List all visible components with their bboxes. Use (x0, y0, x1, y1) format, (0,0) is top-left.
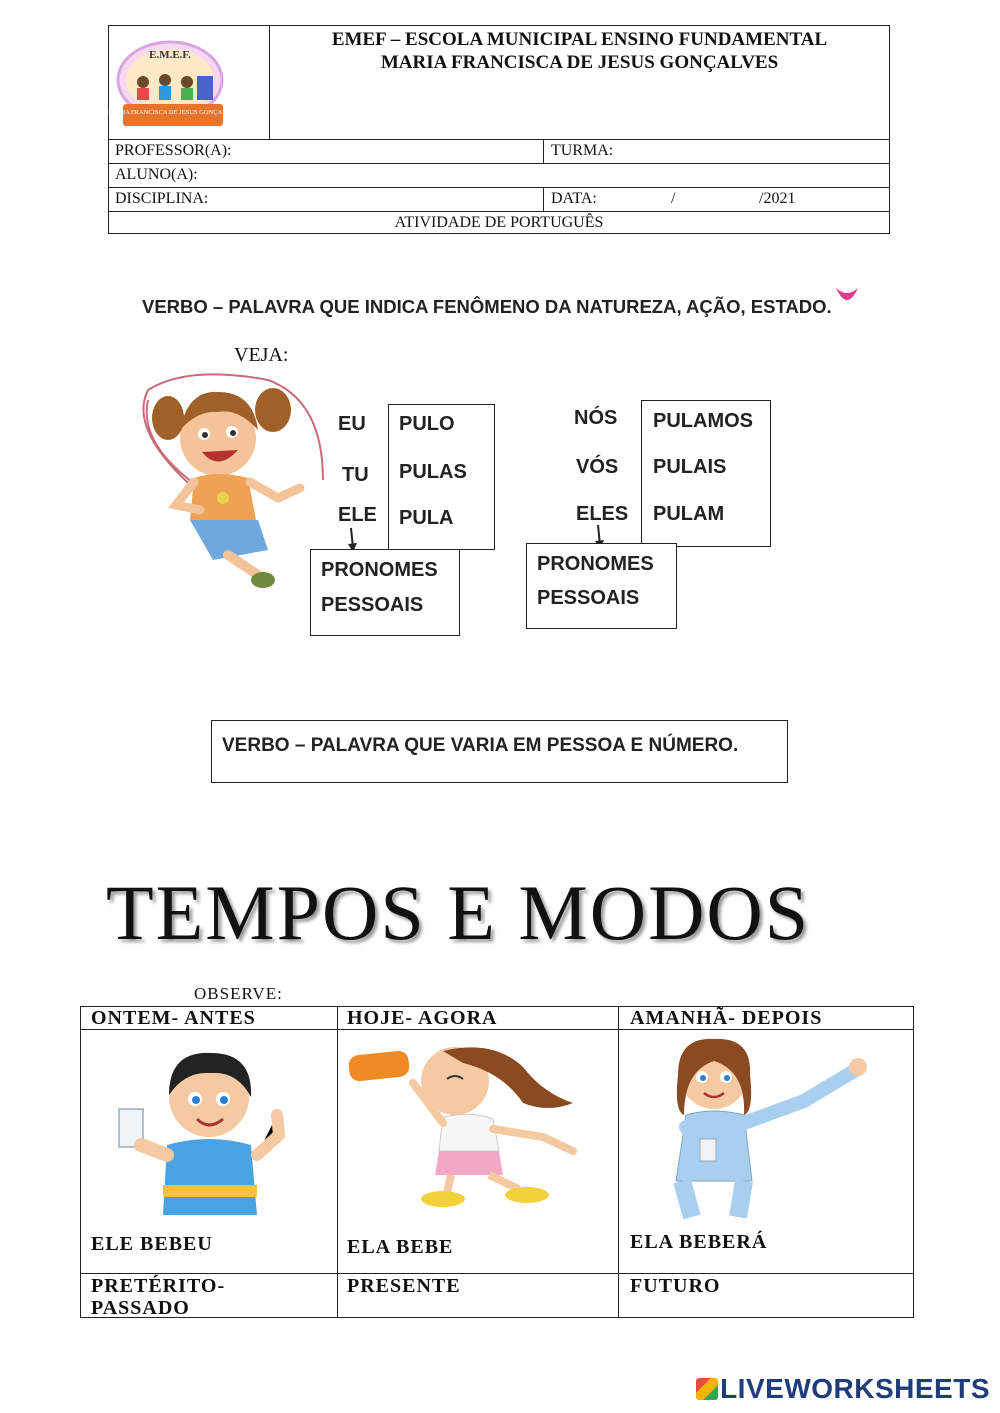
school-name (270, 26, 889, 141)
pronoun-tu: TU (342, 464, 369, 486)
tense-preterito-line1: PRETÉRITO- (91, 1275, 226, 1297)
verb-pulo: PULO (399, 413, 455, 435)
school-line-2: MARIA FRANCISCA DE JESUS GONÇALVES (380, 52, 779, 73)
tempos-e-modos-title: TEMPOS E MODOS (106, 869, 811, 956)
pronoun-nos: NÓS (574, 407, 618, 429)
verb-pulamos: PULAMOS (653, 410, 753, 432)
pronomes-label: PRONOMES (321, 559, 438, 581)
verb-pulais: PULAIS (653, 456, 727, 478)
disciplina-label: DISCIPLINA: (115, 190, 209, 207)
girl-jumping-rope-illustration (118, 370, 333, 595)
school-logo (108, 38, 238, 130)
header-hoje: HOJE- AGORA (347, 1007, 498, 1029)
sentence-ela-bebe: ELA BEBE (347, 1236, 454, 1258)
girl-pajamas-illustration (634, 1031, 874, 1221)
data-year: /2021 (759, 190, 796, 207)
veja-label: VEJA: (234, 344, 289, 366)
pessoais-label: PESSOAIS (537, 587, 640, 609)
verb-pulam: PULAM (653, 503, 725, 525)
plural-verbs-box (641, 400, 771, 547)
data-label: DATA: (551, 190, 597, 207)
pessoais-label: PESSOAIS (321, 594, 424, 616)
pronomes-box-plural (526, 543, 677, 629)
tense-preterito (91, 1275, 225, 1319)
verb-definition-2: VERBO – PALAVRA QUE VARIA EM PESSOA E NÚMERO. (222, 735, 739, 756)
row-disciplina (109, 187, 889, 211)
liveworksheets-logo-icon (696, 1378, 718, 1400)
school-line-1: EMEF – ESCOLA MUNICIPAL ENSINO FUNDAMENTAL (331, 29, 828, 50)
logo-banner-text: MARIA FRANCISCA DE JESUS GONÇALVES (108, 109, 238, 116)
logo-cell (109, 26, 270, 139)
pronomes-label: PRONOMES (537, 553, 654, 575)
decorative-shape-icon (834, 286, 860, 308)
header-ontem: ONTEM- ANTES (91, 1007, 256, 1029)
sentence-ela-bebera: ELA BEBERÁ (630, 1231, 768, 1253)
verb-pulas: PULAS (399, 461, 467, 483)
pronomes-box-singular (310, 549, 460, 636)
verb-definition-1: VERBO – PALAVRA QUE INDICA FENÔMENO DA NATUREZA, AÇÃO, ESTADO. (142, 296, 832, 317)
header-amanha: AMANHÃ- DEPOIS (630, 1007, 823, 1029)
pronoun-ele: ELE (338, 504, 377, 526)
pronoun-eu: EU (338, 413, 366, 435)
aluno-label: ALUNO(A): (115, 166, 198, 183)
girl-drinking-illustration (343, 1033, 613, 1213)
verb-definition-2-box (211, 720, 788, 783)
tense-presente: PRESENTE (347, 1275, 461, 1297)
singular-verbs-box (388, 404, 495, 550)
professor-label: PROFESSOR(A): (115, 142, 232, 159)
row-professor (109, 139, 889, 163)
tenses-table (80, 1006, 914, 1318)
pronoun-vos: VÓS (576, 456, 619, 478)
tense-preterito-line2: PASSADO (91, 1297, 190, 1319)
atividade-label: ATIVIDADE DE PORTUGUÊS (394, 214, 604, 231)
row-aluno (109, 163, 889, 187)
tense-futuro: FUTURO (630, 1275, 721, 1297)
verb-pula: PULA (399, 507, 454, 529)
row-atividade (109, 211, 889, 235)
header-table (108, 25, 890, 234)
pronoun-eles: ELES (576, 503, 629, 525)
turma-label: TURMA: (551, 142, 614, 159)
observe-label: OBSERVE: (194, 984, 283, 1003)
data-slash: / (671, 190, 676, 207)
liveworksheets-watermark: LIVEWORKSHEETS (696, 1373, 990, 1405)
sentence-ele-bebeu: ELE BEBEU (91, 1233, 213, 1255)
svg-text:E.M.E.F.: E.M.E.F. (149, 49, 191, 61)
boy-drinking-illustration (111, 1045, 311, 1217)
